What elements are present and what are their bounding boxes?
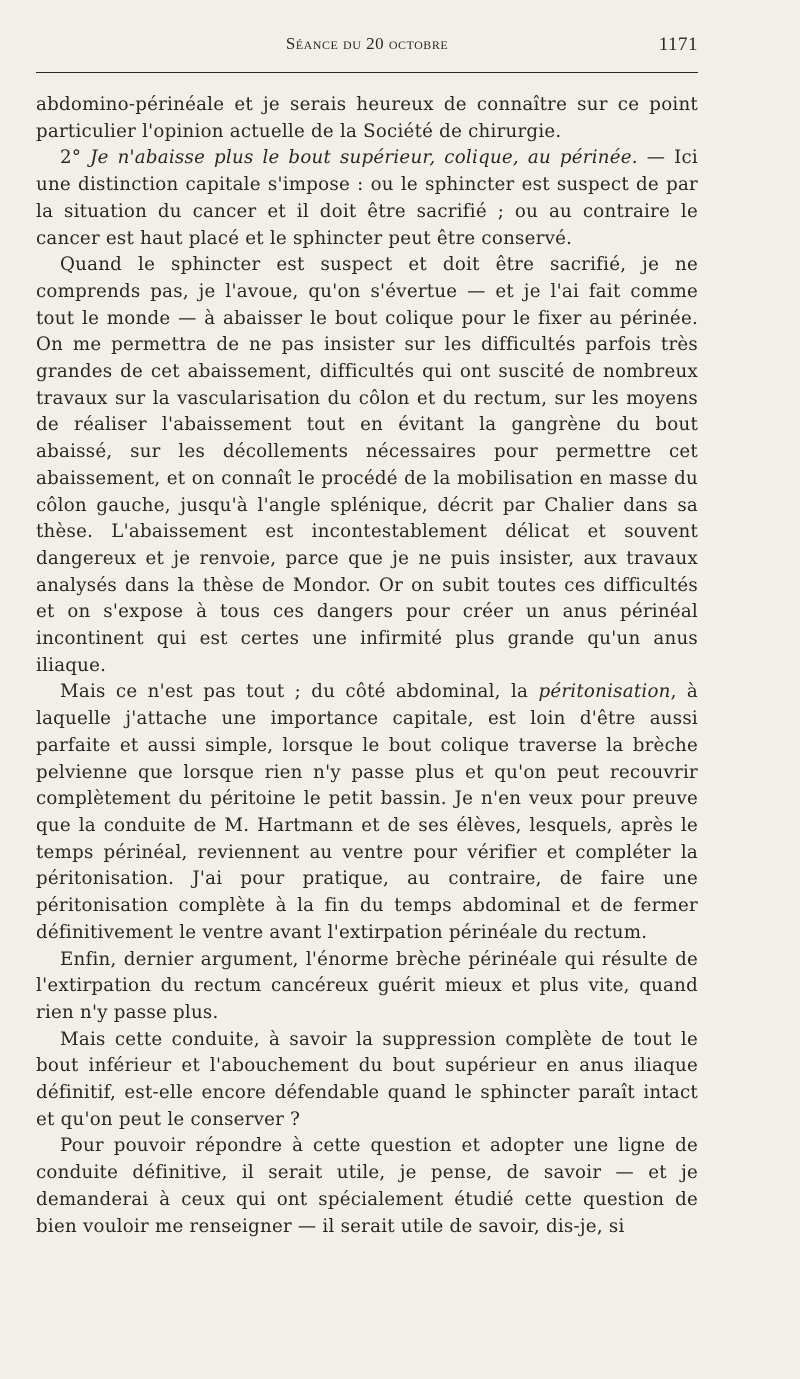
- page-number: 1171: [658, 34, 698, 55]
- paragraph-5: [36, 947, 698, 1027]
- paragraph-4-text: , à laquelle j'attache une importance capitale, est loin d'être aussi parfaite et aussi simple, lorsque le bout colique traverse la brèche pelvienne que lorsque rien n'y passe plus et qu'on peut recouvrir complètement du péritoine le petit bassin. Je n'en veux pour preuve que la conduite de M. Hartmann et de ses élèves, lesquels, après le temps périnéal, reviennent au ventre pour vérifier et compléter la péritonisation. J'ai pour pratique, au contraire, de faire une péritonisation complète à la fin du temps abdominal et de fermer définitivement le ventre avant l'extirpation périnéale du rectum.: [36, 681, 699, 943]
- paragraph-2: [36, 145, 698, 252]
- paragraph-2-italic-heading: Je n'abaisse plus le bout supérieur, colique, au périnée.: [90, 147, 638, 169]
- paragraph-4: [36, 679, 698, 946]
- running-title: Séance du 20 octobre: [285, 34, 449, 53]
- running-head: [36, 34, 698, 60]
- paragraph-1-text: abdomino-périnéale et je serais heureux de connaître sur ce point particulier l'opinion actuelle de la Société de chirurgie.: [36, 94, 698, 142]
- header-rule: [36, 72, 698, 73]
- paragraph-7: [36, 1133, 698, 1240]
- body-text: [36, 92, 698, 1240]
- paragraph-4-italic-term: péritonisation: [538, 681, 671, 703]
- paragraph-6-text: Mais cette conduite, à savoir la suppression complète de tout le bout inférieur et l'abouchement du bout supérieur en anus iliaque définitif, est-elle encore défendable quand le sphincter paraît intact et qu'on peut le conserver ?: [36, 1028, 698, 1130]
- paragraph-5-text: Enfin, dernier argument, l'énorme brèche périnéale qui résulte de l'extirpation du rectum cancéreux guérit mieux et plus vite, quand rien n'y passe plus.: [36, 948, 698, 1023]
- paragraph-7-text: Pour pouvoir répondre à cette question et adopter une ligne de conduite définitive, il serait utile, je pense, de savoir — et je demanderai à ceux qui ont spécialement étudié cette question de bien vouloir me renseigner — il serait utile de savoir, dis-je, si: [36, 1135, 698, 1237]
- paragraph-4-before: Mais ce n'est pas tout ; du côté abdominal, la: [60, 681, 539, 703]
- paragraph-6: [36, 1027, 698, 1134]
- paragraph-1: [36, 92, 698, 145]
- paragraph-3: [36, 252, 698, 679]
- paragraph-2-text: — Ici une distinction capitale s'impose : ou le sphincter est suspect de par la situation du cancer et il doit être sacrifié ; ou au contraire le cancer est haut placé et le sphincter peut être conservé.: [36, 147, 699, 249]
- paragraph-3-text: Quand le sphincter est suspect et doit être sacrifié, je ne comprends pas, je l'avoue, qu'on s'évertue — et je l'ai fait comme tout le monde — à abaisser le bout colique pour le fixer au périnée. On me permettra de ne pas insister sur les difficultés parfois très grandes de cet abaissement, difficultés qui ont suscité de nombreux travaux sur la vascularisation du côlon et du rectum, sur les moyens de réaliser l'abaissement tout en évitant la gangrène du bout abaissé, sur les décollements nécessaires pour permettre cet abaissement, et on connaît le procédé de la mobilisation en masse du côlon gauche, jusqu'à l'angle splénique, décrit par Chalier dans sa thèse. L'abaissement est incontestablement délicat et souvent dangereux et je renvoie, parce que je ne puis insister, aux travaux analysés dans la thèse de Mondor. Or on subit toutes ces difficultés et on s'expose à tous ces dangers pour créer un anus périnéal incontinent qui est certes une infirmité plus grande qu'un anus iliaque.: [36, 254, 698, 676]
- paragraph-2-lead: 2°: [60, 147, 91, 169]
